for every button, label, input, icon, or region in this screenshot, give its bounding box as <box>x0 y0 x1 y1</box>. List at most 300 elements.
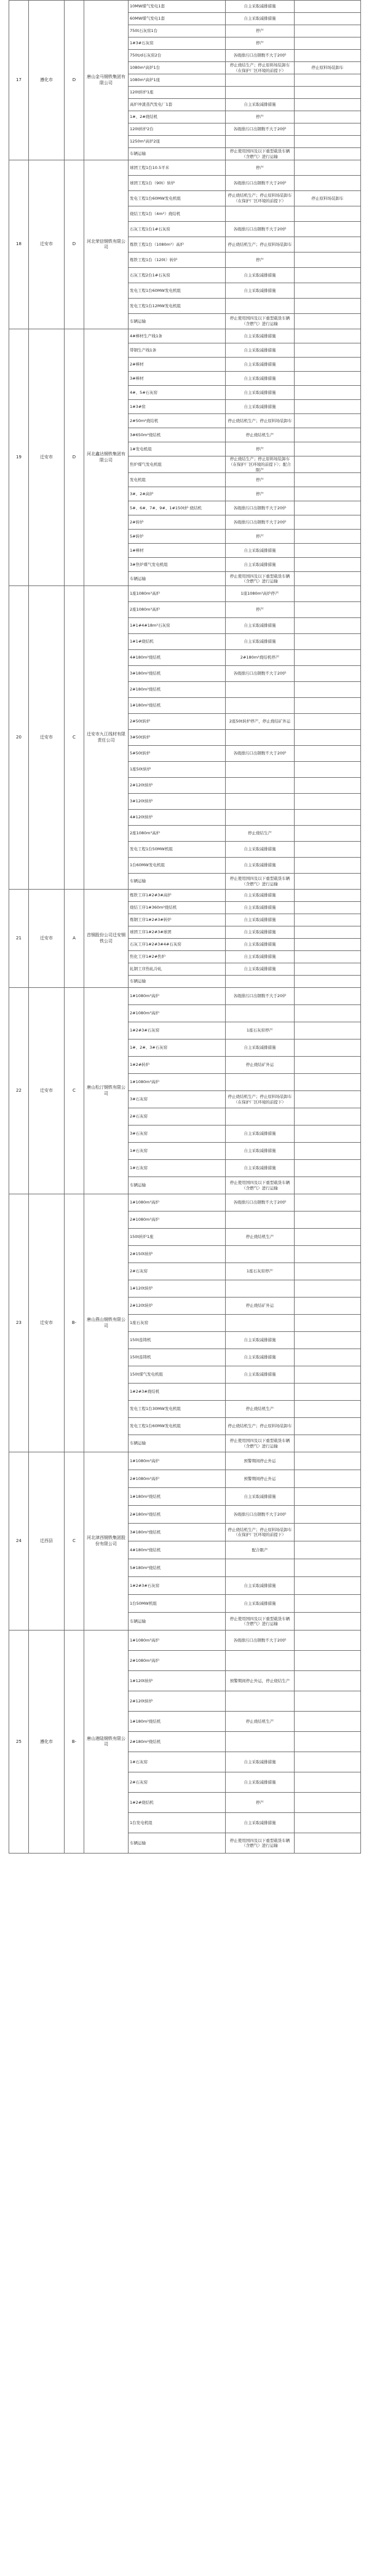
measure-cell: 自主采取减排措施 <box>226 1752 295 1772</box>
facility-cell: 1#3#窑 <box>129 400 226 414</box>
facility-cell: 石灰工程2台1#石灰窑 <box>129 268 226 283</box>
facility-cell: 发电机组 <box>129 473 226 487</box>
remark-cell <box>295 386 361 400</box>
measure-cell: 配合限产 <box>226 1541 295 1559</box>
remark-cell <box>295 1671 361 1691</box>
remark-cell <box>295 1384 361 1401</box>
remark-cell <box>295 176 361 191</box>
remark-cell <box>295 136 361 148</box>
facility-cell: 60MW煤气发电1套 <box>129 13 226 25</box>
measure-cell: 停产 <box>226 442 295 456</box>
facility-cell: 球团工序1#2#3#球团 <box>129 926 226 939</box>
remark-cell <box>295 87 361 99</box>
measure-cell: 停止使用国四及以下重型载货车辆（含燃气）进行运输 <box>226 148 295 160</box>
remark-cell <box>295 530 361 544</box>
remark-cell <box>295 778 361 794</box>
measure-cell: 停止烧结机生产；停止原料场装卸车 <box>226 414 295 428</box>
measure-cell: 自主采取减排措施 <box>226 1 295 13</box>
measure-cell: 各级排污口出钢数不大于20炉 <box>226 666 295 682</box>
measure-cell: 各级排污口出钢数不大于20炉 <box>226 222 295 237</box>
facility-cell: 石灰工程1台1#石灰窑 <box>129 222 226 237</box>
measure-cell: 自主采取减排措施 <box>226 1595 295 1613</box>
table-row <box>9 586 361 602</box>
remark-cell <box>295 714 361 730</box>
facility-cell: 2#棒材 <box>129 358 226 372</box>
remark-cell <box>295 1577 361 1595</box>
remark-cell: 停止原料场装卸车 <box>295 191 361 206</box>
remark-cell <box>295 1732 361 1752</box>
city-cell: 迁安市 <box>29 160 65 329</box>
measure-cell: 自主采取减排措施 <box>226 1332 295 1349</box>
measure-cell <box>226 299 295 314</box>
remark-cell <box>295 1160 361 1177</box>
grade-cell: D <box>65 329 84 586</box>
remark-cell <box>295 810 361 826</box>
remark-cell <box>295 206 361 222</box>
remark-cell <box>295 572 361 586</box>
facility-cell: 1#、2#、3#石灰窑 <box>129 1039 226 1057</box>
measure-cell <box>226 1212 295 1229</box>
remark-cell <box>295 50 361 62</box>
row-number: 25 <box>9 1631 29 1854</box>
row-number: 23 <box>9 1194 29 1452</box>
measure-cell: 自主采取减排措施 <box>226 618 295 634</box>
facility-cell: 3#180m²烧结机 <box>129 1524 226 1541</box>
row-number: 20 <box>9 586 29 890</box>
measure-cell: 自主采取减排措施 <box>226 544 295 558</box>
facility-cell: 石灰工序1#2#3#4#石灰窑 <box>129 939 226 951</box>
measure-cell: 自主采取减排措施 <box>226 386 295 400</box>
facility-cell: 5#转炉 <box>129 530 226 544</box>
measure-cell <box>226 1246 295 1263</box>
measure-cell: 自主采取减排措施 <box>226 13 295 25</box>
remark-cell <box>295 400 361 414</box>
facility-cell: 3#棒材 <box>129 372 226 386</box>
facility-cell: 1080m³高炉1台 <box>129 62 226 74</box>
facility-cell: 4#棒材生产线1条 <box>129 329 226 343</box>
facility-cell: 1#、2#烧结机 <box>129 111 226 123</box>
remark-cell <box>295 842 361 858</box>
facility-cell: 2#120t转炉 <box>129 778 226 794</box>
facility-cell: 1#180m²烧结机 <box>129 1712 226 1732</box>
remark-cell <box>295 358 361 372</box>
measure-cell: 自主采取减排措施 <box>226 358 295 372</box>
remark-cell <box>295 698 361 714</box>
facility-cell: 发电工程1台30MW发电机组 <box>129 1401 226 1418</box>
grade-cell: D <box>65 160 84 329</box>
remark-cell <box>295 13 361 25</box>
facility-cell: 2#石灰窑 <box>129 1772 226 1793</box>
row-number: 22 <box>9 988 29 1194</box>
remark-cell <box>295 1315 361 1332</box>
facility-cell: 发电工程1台60MW发电机组 <box>129 191 226 206</box>
measure-cell: 自主采取减排措施 <box>226 1143 295 1160</box>
facility-cell: 1#石灰窑 <box>129 1143 226 1160</box>
measure-cell: 停产 <box>226 530 295 544</box>
facility-cell: 焦炉煤气发电机组 <box>129 456 226 473</box>
remark-cell <box>295 1418 361 1435</box>
remark-cell <box>295 1091 361 1108</box>
facility-cell: 炼铁工程1台（1080m³）高炉 <box>129 237 226 253</box>
remark-cell <box>295 746 361 762</box>
remark-cell <box>295 160 361 176</box>
measure-cell: 停产 <box>226 602 295 618</box>
facility-cell: 球团工程1台（90t）转炉 <box>129 176 226 191</box>
measure-cell: 停止烧结生产；停止原料场装卸车（在保护厂区环境的前提下）；配合限产 <box>226 456 295 473</box>
remark-cell <box>295 299 361 314</box>
facility-cell: 1#石灰窑 <box>129 1160 226 1177</box>
remark-cell <box>295 1366 361 1384</box>
city-cell: 迁安市 <box>29 988 65 1194</box>
remark-cell <box>295 794 361 810</box>
city-cell: 遵化市 <box>29 1 65 160</box>
remark-cell <box>295 456 361 473</box>
remark-cell <box>295 343 361 358</box>
facility-cell: 带钢生产线1条 <box>129 343 226 358</box>
remark-cell <box>295 314 361 329</box>
enterprise-cell: 唐山燕山钢铁有限公司 <box>84 1194 129 1452</box>
measure-cell: 各级排污口出钢数不大于20炉 <box>226 123 295 136</box>
measure-cell: 各级排污口出钢数不大于20炉 <box>226 988 295 1005</box>
facility-cell: 2#180m²烧结机 <box>129 1506 226 1524</box>
facility-cell: 1#发电机组 <box>129 442 226 456</box>
facility-cell: 车辆运输 <box>129 572 226 586</box>
row-number: 19 <box>9 329 29 586</box>
remark-cell <box>295 666 361 682</box>
measure-cell: 停产 <box>226 473 295 487</box>
remark-cell <box>295 74 361 87</box>
grade-cell: B- <box>65 1194 84 1452</box>
facility-cell: 1#180m²烧结机 <box>129 698 226 714</box>
city-cell: 迁安市 <box>29 329 65 586</box>
measure-cell <box>226 136 295 148</box>
facility-cell: 3#120t转炉 <box>129 794 226 810</box>
remark-cell <box>295 1177 361 1194</box>
measure-cell: 停产 <box>226 1793 295 1813</box>
measure-cell: 自主采取减排措施 <box>226 1772 295 1793</box>
measure-cell: 自主采取减排措施 <box>226 1813 295 1833</box>
remark-cell <box>295 926 361 939</box>
remark-cell <box>295 951 361 963</box>
remark-cell <box>295 473 361 487</box>
remark-cell <box>295 428 361 442</box>
remark-cell <box>295 1212 361 1229</box>
measure-cell: 自主采取减排措施 <box>226 926 295 939</box>
grade-cell: D <box>65 1 84 160</box>
facility-cell: 炼钢工序1#2#3#转炉 <box>129 914 226 926</box>
remark-cell <box>295 1470 361 1488</box>
facility-cell: 2#石灰窑 <box>129 1263 226 1280</box>
measure-cell: 1座石灰窑停产 <box>226 1263 295 1280</box>
facility-cell: 1#1080m³高炉 <box>129 1074 226 1091</box>
measure-cell: 停产 <box>226 25 295 37</box>
remark-cell <box>295 1349 361 1366</box>
facility-cell: 3#、2#高炉 <box>129 487 226 501</box>
remark-cell <box>295 442 361 456</box>
city-cell: 迁安市 <box>29 586 65 890</box>
remark-cell <box>295 1298 361 1315</box>
facility-cell: 2#1080m³高炉 <box>129 1005 226 1022</box>
table-row <box>9 890 361 902</box>
remark-cell <box>295 1435 361 1452</box>
facility-cell: 焦化工序1#2#焦炉 <box>129 951 226 963</box>
remark-cell <box>295 558 361 572</box>
measure-cell: 自主采取减排措施 <box>226 1160 295 1177</box>
facility-cell: 120t转炉1座 <box>129 87 226 99</box>
measure-cell: 自主采取减排措施 <box>226 268 295 283</box>
facility-cell: 车辆运输 <box>129 976 226 988</box>
facility-cell: 轧钢工序热轧冷轧 <box>129 963 226 976</box>
facility-cell: 120t转炉2台 <box>129 123 226 136</box>
enterprise-cell: 河北荣信钢铁有限公司 <box>84 160 129 329</box>
facility-cell: 1台60MW发电机组 <box>129 858 226 874</box>
remark-cell <box>295 1 361 13</box>
remark-cell <box>295 268 361 283</box>
measure-cell: 自主采取减排措施 <box>226 1349 295 1366</box>
remark-cell <box>295 1712 361 1732</box>
remark-cell <box>295 976 361 988</box>
measure-cell <box>226 1732 295 1752</box>
facility-cell: 1#1#4#18m²石灰窑 <box>129 618 226 634</box>
enterprise-cell: 唐山松汀钢铁有限公司 <box>84 988 129 1194</box>
measure-cell: 停止使用国四及以下重型载货车辆（含燃气）进行运输 <box>226 1177 295 1194</box>
facility-cell: 2座1080m³高炉 <box>129 602 226 618</box>
remark-cell: 停止原料场装卸车 <box>295 62 361 74</box>
facility-cell: 3#石灰窑 <box>129 1126 226 1143</box>
measure-cell <box>226 1315 295 1332</box>
row-number: 18 <box>9 160 29 329</box>
facility-cell: 1#石灰窑 <box>129 1752 226 1772</box>
grade-cell: C <box>65 586 84 890</box>
facility-cell: 2#50t转炉 <box>129 714 226 730</box>
facility-cell: 高炉冲渣蒸汽发电厂1套 <box>129 99 226 111</box>
facility-cell: 1#棒材 <box>129 544 226 558</box>
facility-cell: 4#、5#石灰窑 <box>129 386 226 400</box>
remark-cell <box>295 1074 361 1091</box>
facility-cell: 2#石灰窑 <box>129 1108 226 1126</box>
remark-cell <box>295 826 361 842</box>
remark-cell <box>295 914 361 926</box>
facility-cell: 3#焦炉煤气发电机组 <box>129 558 226 572</box>
facility-cell: 烧结工序1#360m²烧结机 <box>129 902 226 914</box>
facility-cell: 车辆运输 <box>129 1613 226 1631</box>
table-row <box>9 1452 361 1470</box>
measure-cell: 自主采取减排措施 <box>226 842 295 858</box>
enterprise-cell: 河北鑫达钢铁集团有限公司 <box>84 329 129 586</box>
remark-cell <box>295 988 361 1005</box>
remark-cell <box>295 111 361 123</box>
remark-cell <box>295 902 361 914</box>
measure-cell: 停产 <box>226 253 295 268</box>
facility-cell: 车辆运输 <box>129 148 226 160</box>
remark-cell <box>295 1108 361 1126</box>
measure-cell: 各级排污口出钢数不大于20炉 <box>226 1194 295 1212</box>
remark-cell <box>295 1524 361 1541</box>
facility-cell: 5#180m²烧结机 <box>129 1559 226 1577</box>
measure-cell <box>226 74 295 87</box>
remark-cell <box>295 939 361 951</box>
measure-cell: 自主采取减排措施 <box>226 1039 295 1057</box>
remark-cell <box>295 329 361 343</box>
remark-cell <box>295 874 361 890</box>
measure-cell: 停止烧结矿外运 <box>226 1298 295 1315</box>
measure-cell: 停止烧结机生产 <box>226 1401 295 1418</box>
measure-cell: 自主采取减排措施 <box>226 400 295 414</box>
measure-cell: 停产 <box>226 487 295 501</box>
measure-cell <box>226 778 295 794</box>
remark-cell <box>295 1752 361 1772</box>
facility-cell: 3#650m²烧结机 <box>129 428 226 442</box>
city-cell: 迁安市 <box>29 1194 65 1452</box>
measure-cell: 1座1080m³高炉停产 <box>226 586 295 602</box>
measure-cell <box>226 698 295 714</box>
measure-cell: 自主采取减排措施 <box>226 558 295 572</box>
measure-cell <box>226 1074 295 1091</box>
table-row <box>9 329 361 343</box>
facility-cell: 1#2#转炉 <box>129 1057 226 1074</box>
measure-cell: 2座50t转炉停产，停止烧结矿外运 <box>226 714 295 730</box>
measure-cell: 各级排污口出钢数不大于20炉 <box>226 515 295 530</box>
remark-cell <box>295 1488 361 1506</box>
measure-cell: 自主采取减排措施 <box>226 939 295 951</box>
remark-cell <box>295 222 361 237</box>
table-row <box>9 1194 361 1212</box>
measure-cell: 停止烧结机生产；停止原料场装卸车（在保护厂区环境的前提下） <box>226 191 295 206</box>
facility-cell: 车辆运输 <box>129 1435 226 1452</box>
row-number: 24 <box>9 1452 29 1631</box>
facility-cell: 1#3#石灰窑 <box>129 37 226 50</box>
measure-cell <box>226 810 295 826</box>
measure-cell: 停产 <box>226 160 295 176</box>
document-page <box>9 0 360 2576</box>
emission-control-table <box>9 0 361 1854</box>
measure-cell <box>226 682 295 698</box>
facility-cell: 1#120t转炉 <box>129 1671 226 1691</box>
remark-cell <box>295 487 361 501</box>
table-row <box>9 1 361 13</box>
measure-cell: 自主采取减排措施 <box>226 858 295 874</box>
remark-cell <box>295 963 361 976</box>
measure-cell: 停止烧结机生产；停止原料场装卸车（在保护厂区环境的前提下） <box>226 1091 295 1108</box>
remark-cell <box>295 237 361 253</box>
facility-cell: 2#120t转炉 <box>129 1691 226 1712</box>
facility-cell: 2#180m²烧结机 <box>129 1732 226 1752</box>
table-row <box>9 160 361 176</box>
measure-cell: 自主采取减排措施 <box>226 99 295 111</box>
enterprise-cell: 唐山港陆钢铁有限公司 <box>84 1631 129 1854</box>
measure-cell <box>226 1280 295 1298</box>
facility-cell: 3#180m²烧结机 <box>129 666 226 682</box>
measure-cell: 自主采取减排措施 <box>226 329 295 343</box>
facility-cell: 车辆运输 <box>129 1833 226 1854</box>
measure-cell: 自主采取减排措施 <box>226 1366 295 1384</box>
facility-cell: 750t石灰窑1台 <box>129 25 226 37</box>
measure-cell: 自主采取减排措施 <box>226 902 295 914</box>
remark-cell <box>295 1246 361 1263</box>
facility-cell: 150t煤气发电机组 <box>129 1366 226 1384</box>
facility-cell: 发电工程1台60MW发电机组 <box>129 1418 226 1435</box>
enterprise-cell: 唐山金马钢铁集团有限公司 <box>84 1 129 160</box>
facility-cell: 1080m³高炉1座 <box>129 74 226 87</box>
measure-cell: 停止使用国四及以下重型载货车辆（含燃气）进行运输 <box>226 1613 295 1631</box>
facility-cell: 5#、6#、7#、9#、1#150t炉 烧结机 <box>129 501 226 515</box>
facility-cell: 1#2#烧结机 <box>129 1793 226 1813</box>
measure-cell <box>226 730 295 746</box>
measure-cell: 2#180m²烧结机停产 <box>226 650 295 666</box>
measure-cell <box>226 1691 295 1712</box>
grade-cell: A <box>65 890 84 988</box>
city-cell: 遵化市 <box>29 1631 65 1854</box>
facility-cell: 10MW煤气发电1套 <box>129 1 226 13</box>
measure-cell: 停止使用国四及以下重型载货车辆（含燃气）进行运输 <box>226 1435 295 1452</box>
measure-cell <box>226 976 295 988</box>
facility-cell: 炼铁工序1#2#3#高炉 <box>129 890 226 902</box>
remark-cell <box>295 1559 361 1577</box>
facility-cell: 150t连铸机 <box>129 1332 226 1349</box>
remark-cell <box>295 1143 361 1160</box>
remark-cell <box>295 283 361 299</box>
remark-cell <box>295 1057 361 1074</box>
city-cell: 迁西县 <box>29 1452 65 1631</box>
measure-cell <box>226 1559 295 1577</box>
table-row <box>9 988 361 1005</box>
row-number: 17 <box>9 1 29 160</box>
facility-cell: 发电工程1台60MW发电机组 <box>129 283 226 299</box>
row-number: 21 <box>9 890 29 988</box>
facility-cell: 4#180m²烧结机 <box>129 650 226 666</box>
facility-cell: 1台发电机组 <box>129 1813 226 1833</box>
measure-cell <box>226 1108 295 1126</box>
facility-cell: 1#1#烧结机 <box>129 634 226 650</box>
measure-cell: 预警期间停止外运 <box>226 1452 295 1470</box>
measure-cell: 自主采取减排措施 <box>226 1126 295 1143</box>
remark-cell <box>295 544 361 558</box>
facility-cell: 车辆运输 <box>129 874 226 890</box>
facility-cell: 发电工程1台50MW机组 <box>129 842 226 858</box>
facility-cell: 2#50m²烧结机 <box>129 414 226 428</box>
remark-cell <box>295 1613 361 1631</box>
grade-cell: B- <box>65 1631 84 1854</box>
measure-cell <box>226 762 295 778</box>
remark-cell <box>295 1793 361 1813</box>
remark-cell <box>295 1332 361 1349</box>
facility-cell: 1#1080m³高炉 <box>129 1452 226 1470</box>
measure-cell: 停止烧结机生产；停止原料场装卸车 <box>226 1418 295 1435</box>
measure-cell: 自主采取减排措施 <box>226 634 295 650</box>
measure-cell: 停止烧结矿外运 <box>226 1057 295 1074</box>
measure-cell <box>226 206 295 222</box>
remark-cell <box>295 1833 361 1854</box>
remark-cell <box>295 858 361 874</box>
remark-cell <box>295 1772 361 1793</box>
facility-cell: 1座石灰窑 <box>129 1315 226 1332</box>
remark-cell <box>295 1039 361 1057</box>
remark-cell <box>295 762 361 778</box>
measure-cell: 各级排污口出钢数不大于20炉 <box>226 746 295 762</box>
measure-cell: 自主采取减排措施 <box>226 963 295 976</box>
remark-cell <box>295 730 361 746</box>
facility-cell: 2#150t转炉 <box>129 1246 226 1263</box>
facility-cell: 1#120t转炉 <box>129 1280 226 1298</box>
measure-cell <box>226 87 295 99</box>
facility-cell: 2#1080m³高炉 <box>129 1651 226 1671</box>
facility-cell: 车辆运输 <box>129 314 226 329</box>
facility-cell: 炼铁工程1台（120t）转炉 <box>129 253 226 268</box>
measure-cell: 自主采取减排措施 <box>226 283 295 299</box>
facility-cell: 5#50t转炉 <box>129 746 226 762</box>
facility-cell: 球团工程1台10.5平米 <box>129 160 226 176</box>
measure-cell: 自主采取减排措施 <box>226 1577 295 1595</box>
